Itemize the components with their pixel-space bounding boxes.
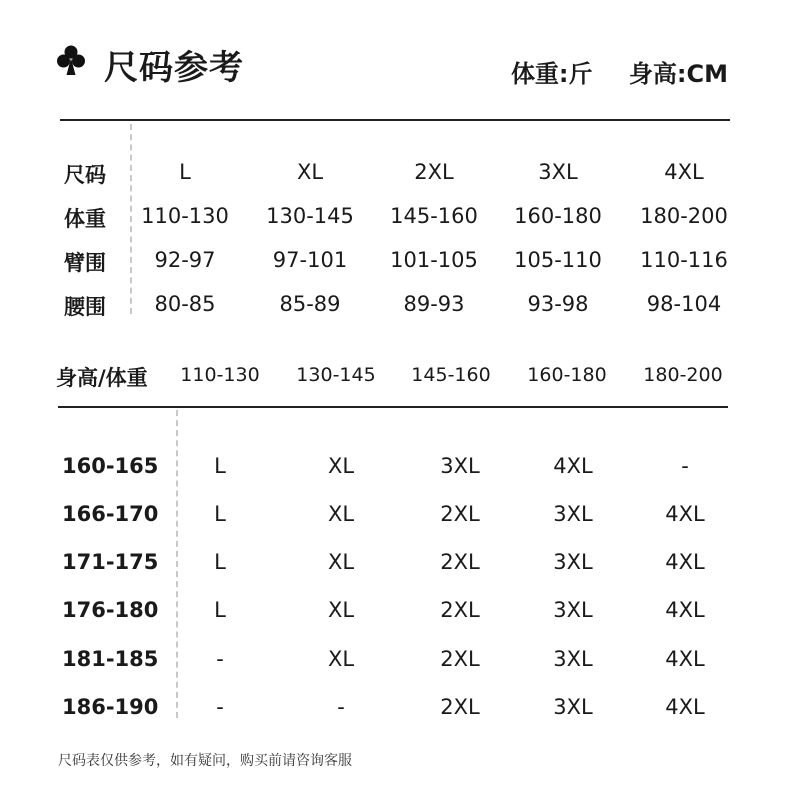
size-table-cell: 160-180 bbox=[514, 204, 602, 228]
fit-table-cell: - bbox=[337, 695, 345, 719]
footnote: 尺码表仅供参考，如有疑问，购买前请咨询客服 bbox=[58, 753, 352, 769]
size-table-cell: 92-97 bbox=[154, 248, 216, 272]
size-table-row-label: 尺码 bbox=[64, 163, 106, 187]
fit-table-cell: 4XL bbox=[665, 502, 705, 526]
top-divider bbox=[60, 119, 730, 121]
fit-table-cell: 3XL bbox=[553, 598, 593, 622]
fit-table-cell: 4XL bbox=[665, 598, 705, 622]
size-table-cell: 85-89 bbox=[279, 292, 341, 316]
fit-table-cell: L bbox=[214, 454, 226, 478]
size-table-cell: XL bbox=[296, 160, 324, 184]
fit-table-height-label: 160-165 bbox=[62, 454, 159, 478]
fit-table-height-label: 181-185 bbox=[62, 647, 159, 671]
size-table-cell: 97-101 bbox=[272, 248, 348, 272]
fit-table-cell: XL bbox=[327, 454, 355, 478]
fit-table-cell: 2XL bbox=[440, 550, 480, 574]
fit-table-header-divider bbox=[58, 406, 728, 408]
fit-table-cell: 4XL bbox=[665, 695, 705, 719]
fit-table-cell: XL bbox=[327, 550, 355, 574]
size-table-cell: 93-98 bbox=[527, 292, 589, 316]
height-unit-label: 身高:CM bbox=[628, 60, 728, 88]
fit-table-cell: - bbox=[681, 454, 689, 478]
fit-table-cell: 4XL bbox=[665, 647, 705, 671]
weight-unit-label: 体重:斤 bbox=[510, 60, 593, 88]
fit-table-cell: 3XL bbox=[553, 695, 593, 719]
size-table-row-label: 体重 bbox=[64, 207, 106, 231]
fit-table-cell: 2XL bbox=[440, 695, 480, 719]
fit-table-weight-header: 180-200 bbox=[643, 364, 723, 386]
fit-table-height-label: 176-180 bbox=[62, 598, 159, 622]
fit-table-cell: 3XL bbox=[553, 550, 593, 574]
size-table-cell: 180-200 bbox=[640, 204, 728, 228]
fit-table-cell: XL bbox=[327, 647, 355, 671]
fit-table-column-divider bbox=[176, 410, 178, 718]
size-table-cell: 89-93 bbox=[403, 292, 465, 316]
size-table-cell: 4XL bbox=[664, 160, 704, 184]
fit-table-cell: 3XL bbox=[553, 502, 593, 526]
size-table-cell: 2XL bbox=[414, 160, 454, 184]
fit-table-cell: 3XL bbox=[553, 647, 593, 671]
page-title: 尺码参考 bbox=[104, 48, 244, 88]
size-table-cell: 98-104 bbox=[646, 292, 722, 316]
size-table-cell: 145-160 bbox=[390, 204, 478, 228]
fit-table-cell: - bbox=[216, 695, 224, 719]
size-table-cell: 130-145 bbox=[266, 204, 354, 228]
fit-table-cell: 4XL bbox=[665, 550, 705, 574]
fit-table-cell: L bbox=[214, 502, 226, 526]
size-table-cell: 80-85 bbox=[154, 292, 216, 316]
fit-table-cell: 2XL bbox=[440, 647, 480, 671]
size-table-row-label: 臂围 bbox=[64, 251, 106, 275]
fit-table-height-label: 186-190 bbox=[62, 695, 159, 719]
fit-table-cell: L bbox=[214, 598, 226, 622]
size-table-cell: 105-110 bbox=[514, 248, 602, 272]
fit-table-cell: 2XL bbox=[440, 598, 480, 622]
size-table-cell: 101-105 bbox=[390, 248, 478, 272]
fit-table-height-label: 171-175 bbox=[62, 550, 159, 574]
fit-table-corner-label: 身高/体重 bbox=[56, 366, 148, 390]
units-legend bbox=[483, 54, 728, 89]
size-table-cell: 110-130 bbox=[141, 204, 229, 228]
fit-table-cell: 4XL bbox=[553, 454, 593, 478]
fit-table-weight-header: 110-130 bbox=[180, 364, 260, 386]
fit-table-cell: - bbox=[216, 647, 224, 671]
fit-table-weight-header: 160-180 bbox=[527, 364, 607, 386]
fit-table-cell: L bbox=[214, 550, 226, 574]
fit-table-cell: 2XL bbox=[440, 502, 480, 526]
club-suit-icon bbox=[56, 44, 86, 76]
size-table-row-label: 腰围 bbox=[64, 295, 106, 319]
size-table-cell: 110-116 bbox=[640, 248, 728, 272]
size-table-column-divider bbox=[130, 124, 132, 314]
fit-table-height-label: 166-170 bbox=[62, 502, 159, 526]
size-table-cell: 3XL bbox=[538, 160, 578, 184]
size-table-cell: L bbox=[179, 160, 191, 184]
fit-table-cell: 3XL bbox=[440, 454, 480, 478]
fit-table-cell: XL bbox=[327, 502, 355, 526]
fit-table-weight-header: 130-145 bbox=[296, 364, 376, 386]
fit-table-cell: XL bbox=[327, 598, 355, 622]
fit-table-weight-header: 145-160 bbox=[411, 364, 491, 386]
